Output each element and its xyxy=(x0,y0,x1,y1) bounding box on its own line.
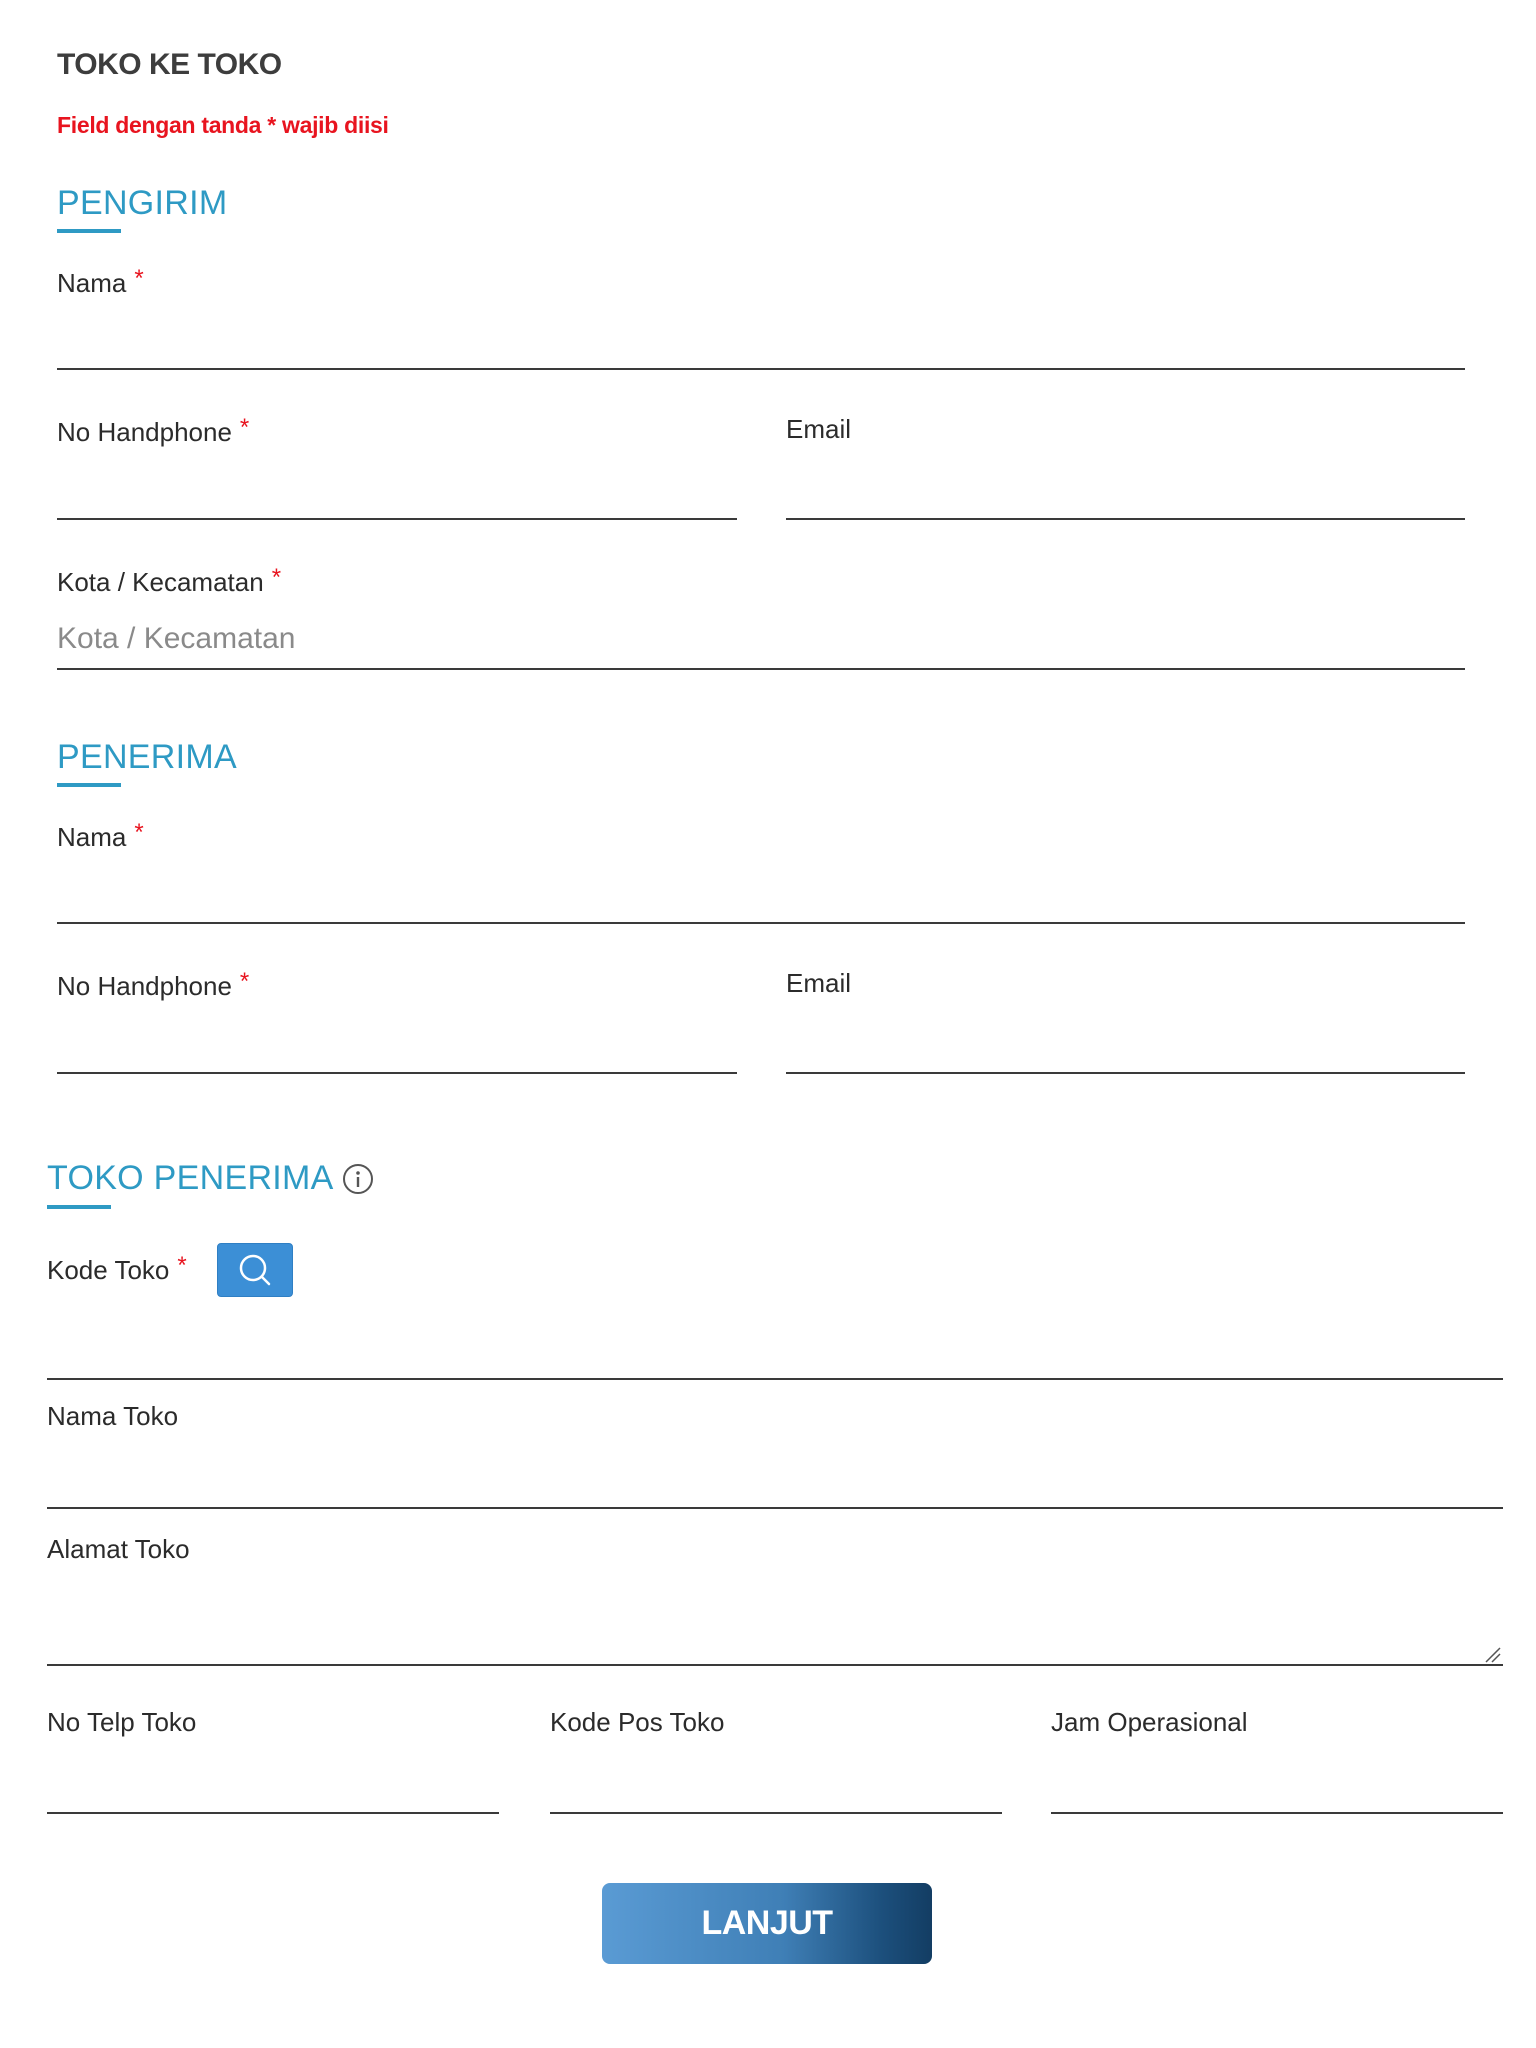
section-underline xyxy=(57,229,121,233)
required-mark: * xyxy=(239,414,250,441)
telp-toko-label: No Telp Toko xyxy=(47,1707,197,1737)
penerima-hp-input[interactable] xyxy=(57,1026,737,1074)
section-underline xyxy=(47,1205,111,1209)
required-mark: * xyxy=(271,564,282,591)
pengirim-hp-input[interactable] xyxy=(57,472,737,520)
pengirim-email-input[interactable] xyxy=(786,472,1465,520)
telp-toko-input[interactable] xyxy=(47,1762,499,1814)
pengirim-kota-input[interactable] xyxy=(57,616,1465,670)
label-text: No Handphone xyxy=(57,417,232,447)
pengirim-nama-label xyxy=(57,265,144,299)
penerima-hp-label xyxy=(57,968,249,1002)
pengirim-nama-input[interactable] xyxy=(57,322,1465,370)
label-text: No Handphone xyxy=(57,971,232,1001)
section-title-text: TOKO PENERIMA xyxy=(47,1159,334,1197)
pengirim-email-label: Email xyxy=(786,414,852,444)
resize-handle-icon[interactable] xyxy=(1482,1644,1502,1664)
jam-operasional-input[interactable] xyxy=(1051,1762,1503,1814)
nama-toko-input[interactable] xyxy=(47,1455,1503,1509)
pengirim-kota-label xyxy=(57,564,281,598)
required-mark: * xyxy=(177,1252,187,1279)
penerima-email-label: Email xyxy=(786,968,852,998)
kode-toko-label xyxy=(47,1252,187,1286)
section-title-toko-penerima xyxy=(47,1159,374,1198)
required-mark: * xyxy=(239,968,250,995)
label-text: Nama xyxy=(57,822,127,852)
kode-toko-input[interactable] xyxy=(47,1330,1503,1380)
label-text: Nama xyxy=(57,268,127,298)
search-icon xyxy=(235,1250,275,1290)
jam-operasional-label: Jam Operasional xyxy=(1051,1707,1248,1737)
page-title: TOKO KE TOKO xyxy=(57,48,282,81)
required-mark: * xyxy=(134,819,144,846)
nama-toko-label: Nama Toko xyxy=(47,1401,179,1431)
penerima-nama-input[interactable] xyxy=(57,876,1465,924)
section-underline xyxy=(57,783,121,787)
penerima-nama-label xyxy=(57,819,144,853)
section-title-penerima: PENERIMA xyxy=(57,738,237,776)
lanjut-button[interactable]: LANJUT xyxy=(602,1883,932,1964)
search-toko-button[interactable] xyxy=(217,1243,293,1297)
info-icon[interactable] xyxy=(342,1163,374,1195)
required-note: Field dengan tanda * wajib diisi xyxy=(57,112,389,138)
alamat-toko-textarea[interactable] xyxy=(47,1580,1503,1666)
label-text: Kode Toko xyxy=(47,1255,170,1285)
alamat-toko-label: Alamat Toko xyxy=(47,1534,190,1564)
kodepos-toko-input[interactable] xyxy=(550,1762,1002,1814)
kodepos-toko-label: Kode Pos Toko xyxy=(550,1707,725,1737)
label-text: Kota / Kecamatan xyxy=(57,567,264,597)
section-title-pengirim: PENGIRIM xyxy=(57,184,228,222)
pengirim-hp-label xyxy=(57,414,249,448)
penerima-email-input[interactable] xyxy=(786,1026,1465,1074)
required-mark: * xyxy=(134,265,144,292)
